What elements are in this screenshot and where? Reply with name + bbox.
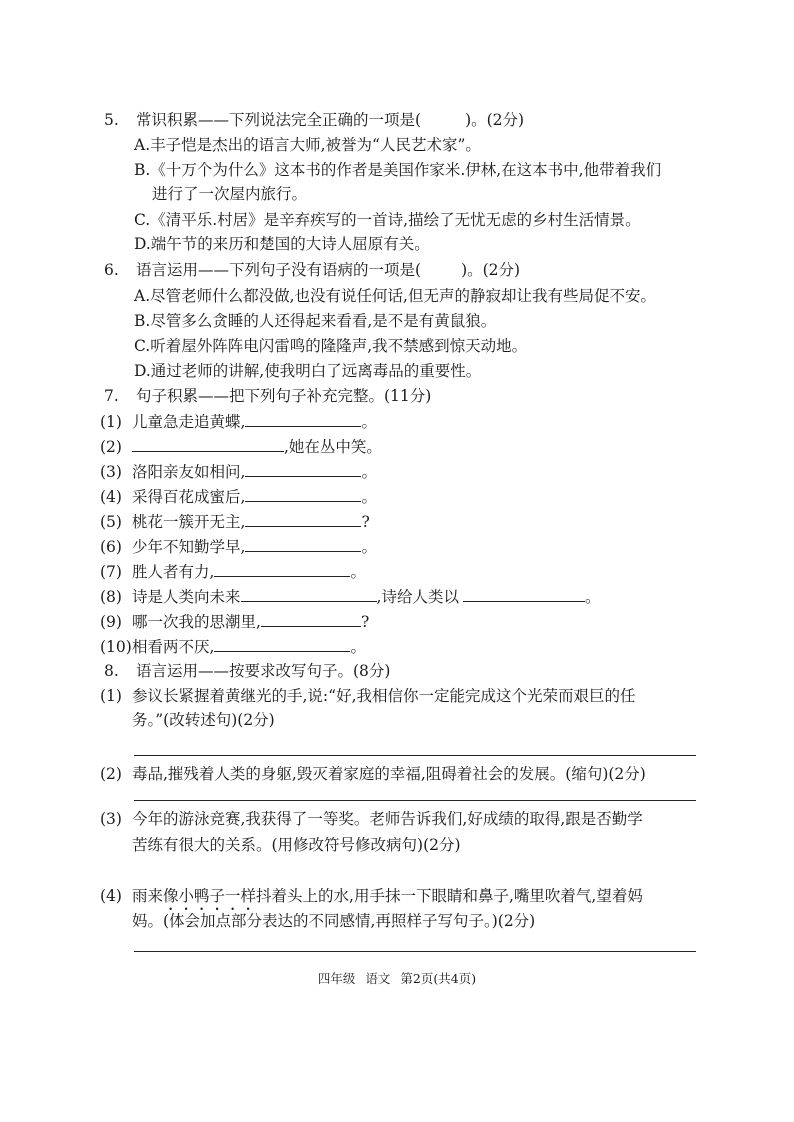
q7-blank-4[interactable]: [245, 486, 361, 502]
emphasis-dotted-phrase: 像小鸭子一样: [163, 887, 257, 905]
q7-item: (3) 洛阳亲友如相问, 。: [100, 463, 377, 481]
q7-blank-7[interactable]: [214, 561, 350, 577]
q8-number: 8.: [104, 662, 119, 680]
q8-answer-line-4[interactable]: [134, 951, 696, 952]
q7-blank-10[interactable]: [214, 636, 350, 652]
q8-sub1-line1: (1) 参议长紧握着黄继光的手,说:“好,我相信你一定能完成这个光荣而艰巨的任: [100, 687, 636, 705]
q7-item: (4) 采得百花成蜜后, 。: [100, 488, 377, 506]
q5-option-c[interactable]: C.《清平乐.村居》是辛弃疾写的一首诗,描绘了无忧无虑的乡村生活情景。: [134, 211, 641, 229]
q7-stem: 7. 句子积累——把下列句子补充完整。(11分): [104, 387, 432, 405]
q7-item: (7) 胜人者有力, 。: [100, 563, 366, 581]
q7-item: (5) 桃花一簇开无主, ?: [100, 513, 370, 531]
q7-blank-1[interactable]: [245, 411, 361, 427]
q8-answer-line-1[interactable]: [134, 755, 696, 756]
q8-sub1-line2: 务。”(改转述句)(2分): [132, 711, 275, 729]
q7-item: (9) 哪一次我的思潮里, ?: [100, 613, 370, 631]
q5-option-a[interactable]: A.丰子恺是杰出的语言大师,被誉为“人民艺术家”。: [134, 136, 481, 154]
q7-item: (6) 少年不知勤学早, 。: [100, 538, 377, 556]
q6-option-b[interactable]: B.尽管多么贪睡的人还得起来看看,是不是有黄鼠狼。: [134, 312, 497, 330]
q7-blank-6[interactable]: [245, 536, 361, 552]
q8-sub3-line1: (3) 今年的游泳竞赛,我获得了一等奖。老师告诉我们,好成绩的取得,跟是否勤学: [100, 810, 643, 828]
q8-sub4-line1: (4) 雨来像小鸭子一样抖着头上的水,用手抹一下眼睛和鼻子,嘴里吹着气,望着妈: [100, 887, 643, 905]
page-footer: [0, 969, 794, 987]
q6-answer-blank[interactable]: [421, 260, 461, 275]
q6-option-a[interactable]: A.尽管老师什么都没做,也没有说任何话,但无声的静寂却让我有些局促不安。: [134, 287, 656, 305]
q7-blank-8a[interactable]: [241, 586, 377, 602]
q6-option-c[interactable]: C.听着屋外阵阵电闪雷鸣的隆隆声,我不禁感到惊天动地。: [134, 337, 528, 355]
q7-blank-2[interactable]: [132, 436, 284, 452]
q5-option-b-cont: 进行了一次屋内旅行。: [152, 185, 308, 203]
q8-sub3-line2: 苦练有很大的关系。(用修改符号修改病句)(2分): [132, 836, 461, 854]
q7-item: (2) ,她在丛中笑。: [100, 438, 382, 456]
q5-stem: 5. 常识积累——下列说法完全正确的一项是( )。(2分): [104, 111, 525, 129]
q7-blank-9[interactable]: [261, 611, 361, 627]
q8-answer-line-2[interactable]: [134, 800, 696, 801]
footer-grade: 四年级: [317, 971, 356, 986]
footer-subject: 语文: [365, 971, 391, 986]
q8-sub4-line2: 妈。(体会加点部分表达的不同感情,再照样子写句子。)(2分): [132, 912, 536, 930]
q7-blank-8b[interactable]: [463, 586, 585, 602]
q7-blank-3[interactable]: [245, 461, 361, 477]
q6-stem: 6. 语言运用——下列句子没有语病的一项是( )。(2分): [104, 261, 521, 279]
q7-item: (10)相看两不厌, 。: [100, 638, 366, 656]
q7-blank-5[interactable]: [245, 511, 361, 527]
q8-sub2-line1: (2) 毒品,摧残着人类的身躯,毁灭着家庭的幸福,阻碍着社会的发展。(缩句)(2分): [100, 765, 646, 783]
q7-number: 7.: [104, 387, 119, 405]
q8-stem: 8. 语言运用——按要求改写句子。(8分): [104, 662, 391, 680]
q5-option-d[interactable]: D.端午节的来历和楚国的大诗人屈原有关。: [134, 235, 430, 253]
q5-option-b[interactable]: B.《十万个为什么》这本书的作者是美国作家米.伊林,在这本书中,他带着我们: [134, 161, 662, 179]
q5-number: 5.: [104, 111, 119, 129]
q7-item: (8) 诗是人类向未来 ,诗给人类以 。: [100, 588, 601, 606]
q7-item: (1) 儿童急走追黄蝶, 。: [100, 413, 377, 431]
footer-page-number: 第2页(共4页): [400, 971, 477, 986]
q6-number: 6.: [104, 261, 119, 279]
q5-answer-blank[interactable]: [421, 110, 465, 125]
q6-option-d[interactable]: D.通过老师的讲解,使我明白了远离毒品的重要性。: [134, 362, 482, 380]
